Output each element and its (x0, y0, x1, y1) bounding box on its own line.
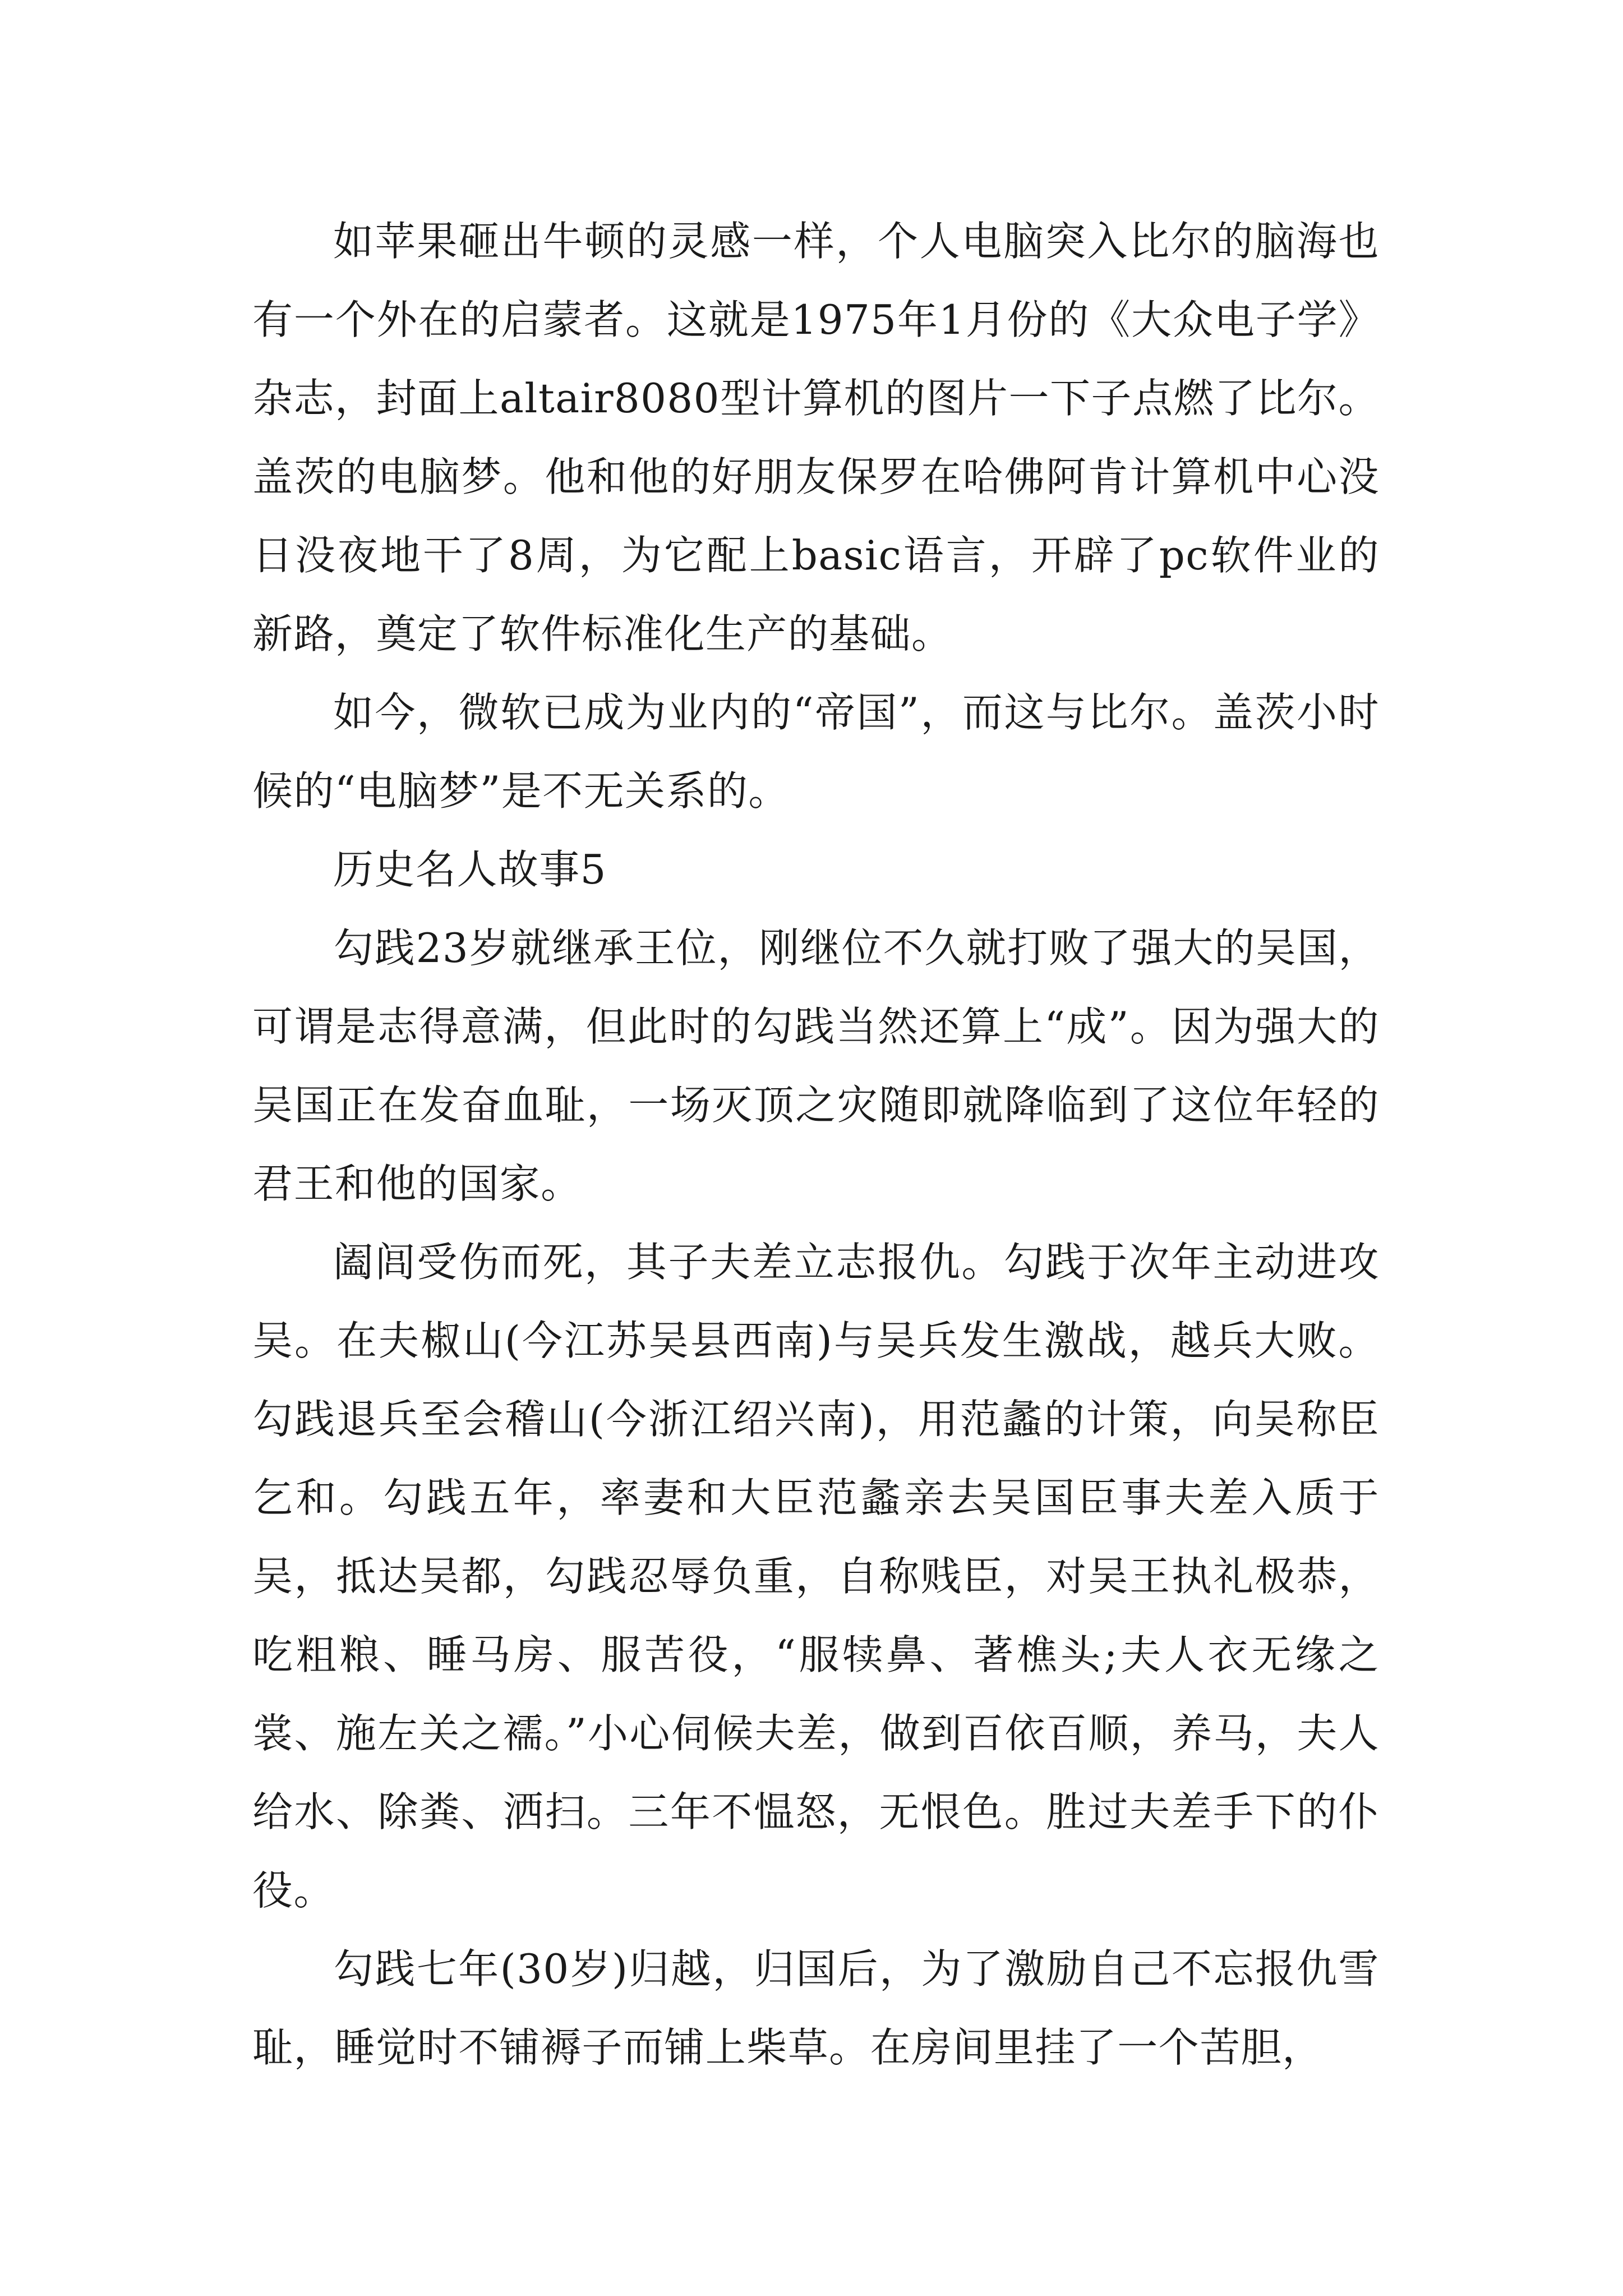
paragraph-2: 如今，微软已成为业内的“帝国”，而这与比尔。盖茨小时候的“电脑梦”是不无关系的。 (252, 689, 1380, 815)
document-body (252, 202, 1380, 2087)
paragraph-1: 如苹果砸出牛顿的灵感一样，个人电脑突入比尔的脑海也有一个外在的启蒙者。这就是1975年1月份的《大众电子学》杂志，封面上altair8080型计算机的图片一下子点燃了比尔。盖茨的电脑梦。他和他的好朋友保罗在哈佛阿肯计算机中心没日没夜地干了8周，为它配上basic语言，开辟了pc软件业的新路，奠定了软件标准化生产的基础。 (252, 218, 1380, 657)
paragraph-5: 勾践七年(30岁)归越，归国后，为了激励自己不忘报仇雪耻，睡觉时不铺褥子而铺上柴草。在房间里挂了一个苦胆， (252, 1945, 1380, 2071)
paragraph-4: 阖闾受伤而死，其子夫差立志报仇。勾践于次年主动进攻吴。在夫椒山(今江苏吴县西南)与吴兵发生激战，越兵大败。勾践退兵至会稽山(今浙江绍兴南)，用范蠡的计策，向吴称臣乞和。勾践五年，率妻和大臣范蠡亲去吴国臣事夫差入质于吴，抵达吴都，勾践忍辱负重，自称贱臣，对吴王执礼极恭，吃粗粮、睡马房、服苦役，“服犊鼻、著樵头;夫人衣无缘之裳、施左关之襦。”小心伺候夫差，做到百依百顺，养马，夫人给水、除粪、洒扫。三年不愠怒，无恨色。胜过夫差手下的仆役。 (252, 1239, 1380, 1914)
section-heading: 历史名人故事5 (333, 846, 607, 893)
paragraph-3: 勾践23岁就继承王位，刚继位不久就打败了强大的吴国，可谓是志得意满，但此时的勾践当然还算上“成”。因为强大的吴国正在发奋血耻，一场灭顶之灾随即就降临到了这位年轻的君王和他的国家。 (252, 924, 1380, 1207)
